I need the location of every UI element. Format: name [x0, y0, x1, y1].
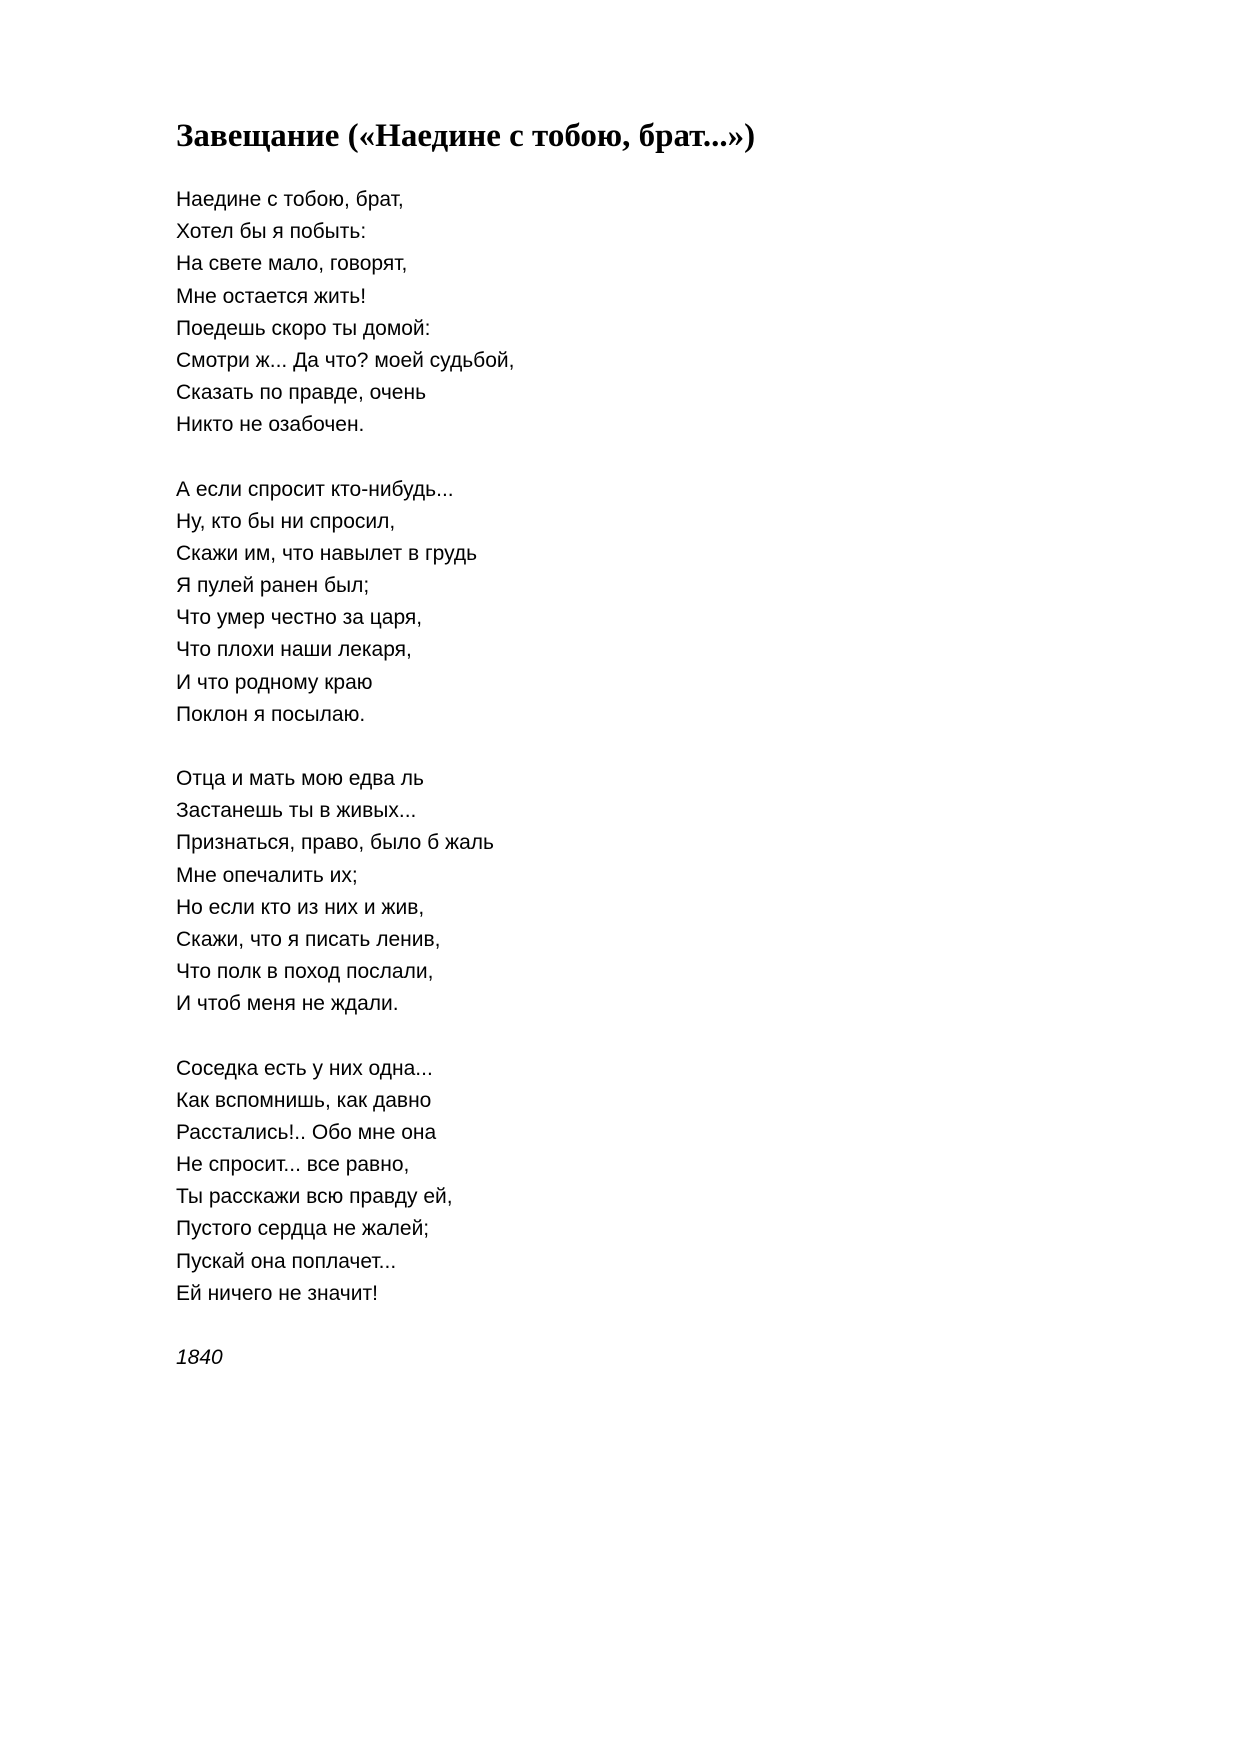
poem-line: Никто не озабочен. — [176, 413, 365, 437]
stanza-4 — [176, 1053, 514, 1311]
poem-line: Застанешь ты в живых... — [176, 799, 417, 823]
poem-line: На свете мало, говорят, — [176, 252, 408, 276]
poem-line: Поедешь скоро ты домой: — [176, 316, 431, 340]
stanza-3 — [176, 763, 514, 1021]
poem-line: Сказать по правде, очень — [176, 381, 427, 405]
poem-line: Как вспомнишь, как давно — [176, 1088, 432, 1112]
poem-line: Ну, кто бы ни спросил, — [176, 509, 396, 533]
poem-line: Что умер честно за царя, — [176, 606, 423, 630]
poem-line: Ты расскажи всю правду ей, — [176, 1185, 453, 1209]
poem-line: Что полк в поход послали, — [176, 960, 434, 984]
poem-line: Пускай она поплачет... — [176, 1249, 397, 1273]
poem-line: И чтоб меня не ждали. — [176, 992, 399, 1016]
poem-line: Я пулей ранен был; — [176, 574, 370, 598]
stanza-1 — [176, 184, 514, 442]
poem-line: Отца и мать мою едва ль — [176, 767, 424, 790]
poem-line: Ей ничего не значит! — [176, 1281, 378, 1305]
poem-line: Признаться, право, было б жаль — [176, 831, 494, 855]
poem-line: Что плохи наши лекаря, — [176, 638, 412, 662]
poem-title: Завещание («Наедине с тобою, брат...») — [176, 118, 756, 154]
poem-line: Мне остается жить! — [176, 284, 367, 308]
poem-line: Мне опечалить их; — [176, 863, 358, 887]
poem-line: Пустого сердца не жалей; — [176, 1217, 430, 1241]
poem-line: Хотел бы я побыть: — [176, 220, 367, 244]
stanza-2 — [176, 474, 514, 732]
poem-line: Скажи, что я писать ленив, — [176, 927, 441, 951]
poem-line: Соседка есть у них одна... — [176, 1056, 433, 1080]
poem-line: Наедине с тобою, брат, — [176, 188, 404, 211]
poem-line: Но если кто из них и жив, — [176, 895, 425, 919]
poem-line: Не спросит... все равно, — [176, 1153, 410, 1177]
poem-line: Смотри ж... Да что? моей судьбой, — [176, 348, 515, 372]
poem-line: И что родному краю — [176, 670, 373, 694]
poem-line: Поклон я посылаю. — [176, 702, 366, 726]
poem-line: А если спросит кто-нибудь... — [176, 477, 454, 501]
poem-date: 1840 — [176, 1346, 223, 1369]
poem-line: Расстались!.. Обо мне она — [176, 1120, 437, 1144]
poem-body — [176, 184, 514, 1374]
poem-line: Скажи им, что навылет в грудь — [176, 541, 478, 565]
